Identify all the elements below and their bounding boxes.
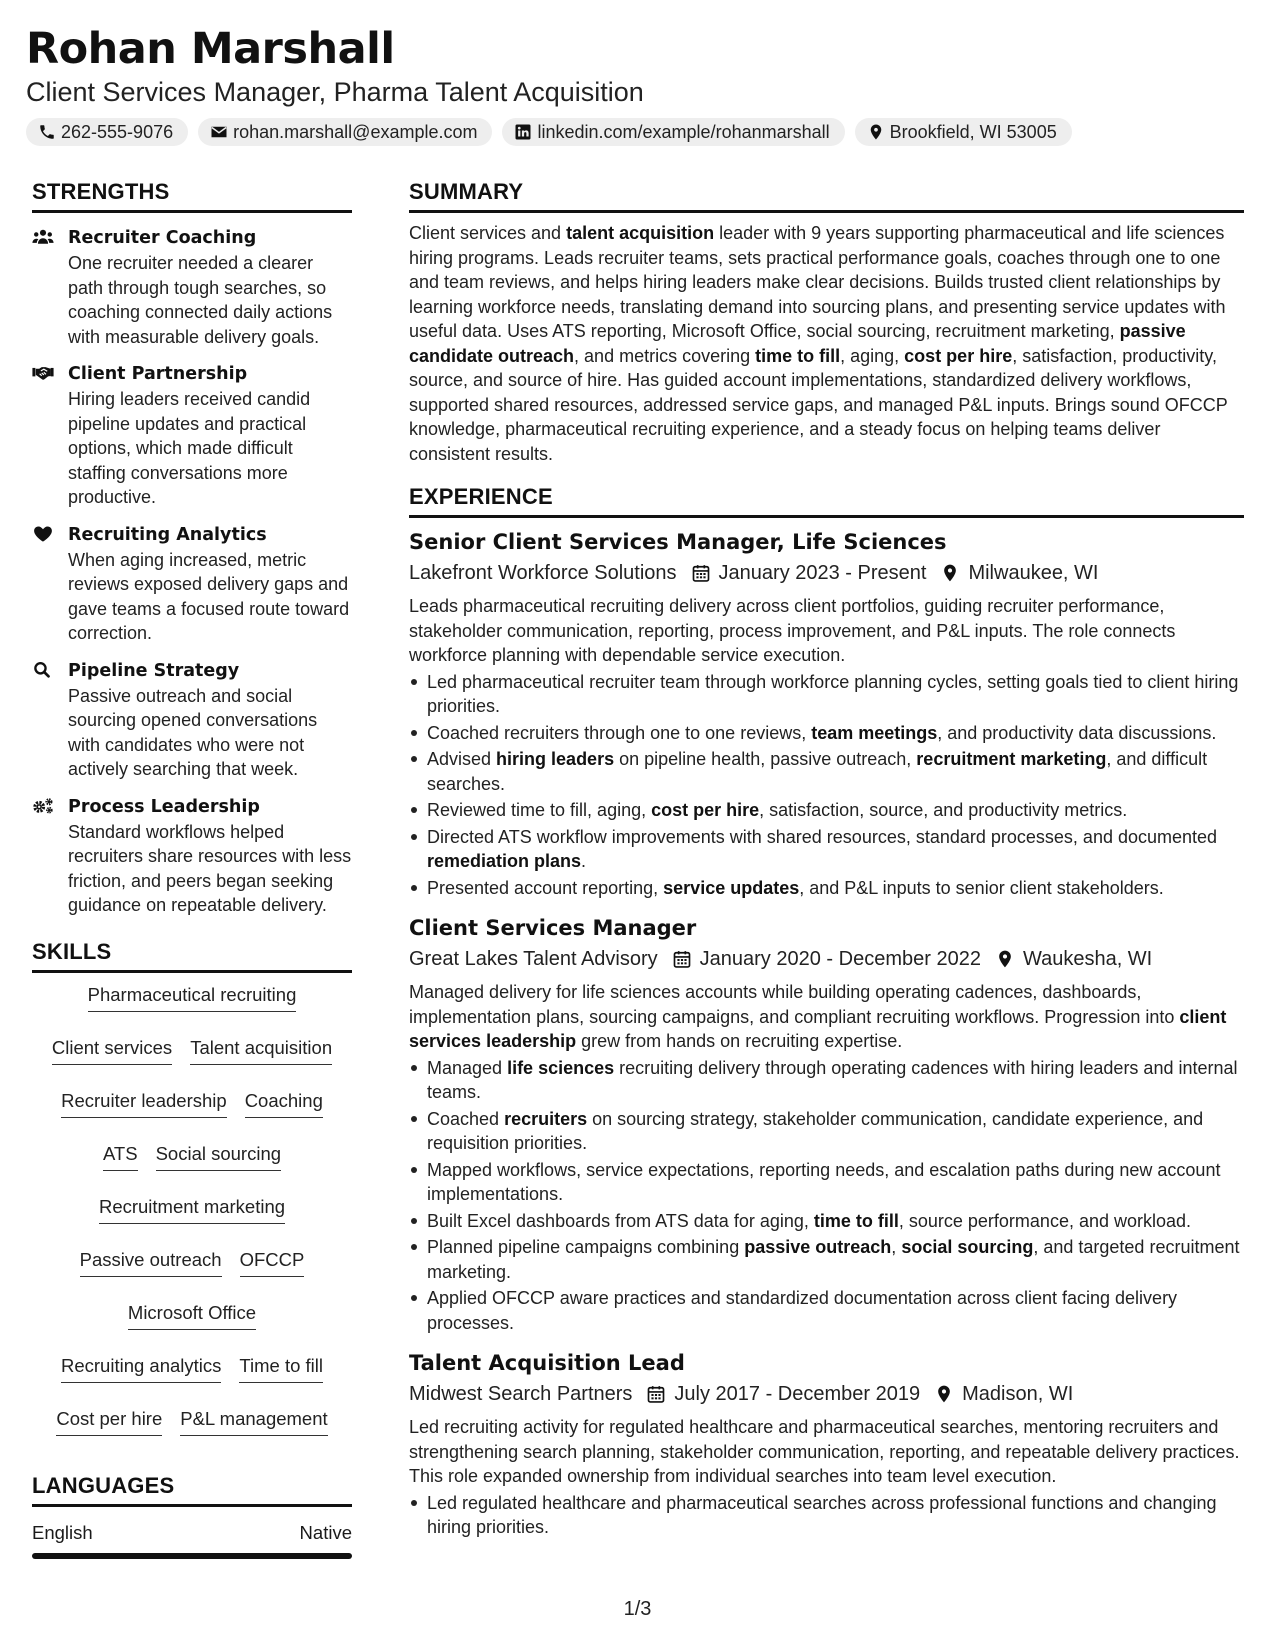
bold-keyword: cost per hire bbox=[651, 800, 760, 820]
strength-title: Pipeline Strategy bbox=[68, 660, 240, 681]
strength-item bbox=[32, 794, 352, 918]
search-icon bbox=[32, 661, 54, 679]
contact-location bbox=[855, 118, 1072, 146]
language-row bbox=[32, 1521, 352, 1545]
job-title: Senior Client Services Manager, Life Sciences bbox=[409, 530, 947, 554]
map-pin-icon bbox=[934, 1384, 954, 1404]
handshake-icon bbox=[32, 364, 54, 382]
linkedin-icon bbox=[514, 123, 532, 141]
bold-keyword: team meetings bbox=[811, 722, 938, 743]
job-bullet: Reviewed time to fill, aging, cost per hire, satisfaction, source, and productivity metrics. bbox=[409, 798, 1244, 823]
job-description: Leads pharmaceutical recruiting delivery across client portfolios, guiding recruiter performance, stakeholder communication, reporting, process improvement, and P&L inputs. The role connects workforce planning with dependable service execution. bbox=[409, 596, 1176, 665]
skills-title: SKILLS bbox=[32, 938, 352, 973]
job-entry bbox=[409, 1349, 1244, 1540]
strength-desc: Hiring leaders received candid pipeline updates and practical options, which made difficult staffing conversations more productive. bbox=[68, 389, 311, 507]
bold-keyword: remediation plans bbox=[427, 851, 582, 871]
language-level: Native bbox=[299, 1521, 352, 1543]
experience-title: EXPERIENCE bbox=[409, 483, 1244, 518]
resume-header bbox=[26, 22, 1246, 146]
skill-tag: Cost per hire bbox=[56, 1407, 162, 1436]
calendar-icon bbox=[646, 1384, 666, 1404]
job-bullet: Led pharmaceutical recruiter team through workforce planning cycles, setting goals tied to client hiring priorities. bbox=[409, 670, 1244, 719]
contact-location-text: Brookfield, WI 53005 bbox=[889, 121, 1057, 142]
left-column bbox=[32, 178, 352, 1559]
job-location: Milwaukee, WI bbox=[968, 562, 1099, 584]
map-pin-icon bbox=[995, 949, 1015, 969]
job-title: Talent Acquisition Lead bbox=[409, 1351, 685, 1375]
job-company: Lakefront Workforce Solutions bbox=[409, 562, 677, 584]
job-bullet: Planned pipeline campaigns combining passive outreach, social sourcing, and targeted recruitment marketing. bbox=[409, 1235, 1244, 1284]
skill-tag: Coaching bbox=[245, 1089, 323, 1118]
strength-title: Client Partnership bbox=[68, 364, 248, 384]
job-bullet: Advised hiring leaders on pipeline health, passive outreach, recruitment marketing, and difficult searches. bbox=[409, 747, 1244, 796]
language-level-bar bbox=[32, 1553, 352, 1559]
strength-title: Recruiter Coaching bbox=[68, 228, 257, 248]
bold-keyword: life sciences bbox=[507, 1057, 615, 1078]
bold-keyword: passive candidate outreach bbox=[409, 321, 1186, 366]
job-description: Led recruiting activity for regulated healthcare and pharmaceutical searches, mentoring recruiters and strengthening search planning, stakeholder communication, reporting, and repeatable delivery practices. This role expanded ownership from individual searches into team level execution. bbox=[409, 1417, 1240, 1486]
strength-item bbox=[32, 361, 352, 510]
strength-item bbox=[32, 658, 352, 782]
job-company: Midwest Search Partners bbox=[409, 1383, 633, 1405]
job-bullet: Managed life sciences recruiting delivery through operating cadences with hiring leaders and internal teams. bbox=[409, 1056, 1244, 1105]
job-bullet: Mapped workflows, service expectations, reporting needs, and escalation paths during new account implementations. bbox=[409, 1158, 1244, 1207]
phone-icon bbox=[38, 123, 56, 141]
contact-linkedin-text: linkedin.com/example/rohanmarshall bbox=[537, 121, 830, 142]
bold-keyword: time to fill bbox=[813, 1210, 899, 1231]
contact-email[interactable] bbox=[198, 118, 492, 146]
strength-title: Process Leadership bbox=[68, 796, 260, 817]
bold-keyword: time to fill bbox=[755, 345, 841, 366]
strength-item bbox=[32, 225, 352, 349]
job-bullet: Directed ATS workflow improvements with shared resources, standard processes, and documented remediation plans. bbox=[409, 825, 1244, 874]
skill-tag: P&L management bbox=[180, 1407, 327, 1436]
job-bullet: Applied OFCCP aware practices and standardized documentation across client facing delivery processes. bbox=[409, 1286, 1244, 1335]
skill-tag: Client services bbox=[52, 1036, 172, 1065]
contact-phone-text: 262-555-9076 bbox=[61, 121, 174, 142]
strength-desc: When aging increased, metric reviews exposed delivery gaps and gave teams a focused route toward correction. bbox=[68, 549, 350, 643]
map-pin-icon bbox=[940, 563, 960, 583]
skill-tag: Recruitment marketing bbox=[99, 1195, 285, 1224]
skill-tag: Recruiting analytics bbox=[61, 1354, 221, 1383]
skill-tag: Recruiter leadership bbox=[61, 1089, 227, 1118]
bold-keyword: recruiters bbox=[504, 1108, 588, 1129]
candidate-title: Client Services Manager, Pharma Talent Acquisition bbox=[26, 77, 644, 107]
language-name: English bbox=[32, 1521, 93, 1543]
map-pin-icon bbox=[867, 123, 885, 141]
strength-title: Recruiting Analytics bbox=[68, 524, 267, 545]
skill-tag: Passive outreach bbox=[80, 1248, 222, 1277]
skills-list bbox=[32, 983, 352, 1436]
bold-keyword: service updates bbox=[663, 877, 800, 898]
job-list bbox=[409, 528, 1244, 1540]
job-company: Great Lakes Talent Advisory bbox=[409, 948, 658, 970]
strengths-title: STRENGTHS bbox=[32, 178, 352, 213]
job-title: Client Services Manager bbox=[409, 916, 697, 940]
calendar-icon bbox=[672, 949, 692, 969]
candidate-name: Rohan Marshall bbox=[26, 24, 395, 74]
job-dates: July 2017 - December 2019 bbox=[674, 1383, 921, 1405]
job-meta bbox=[409, 558, 1244, 588]
strength-desc: Standard workflows helped recruiters share resources with less friction, and peers began seeking guidance on repeatable delivery. bbox=[68, 821, 352, 915]
heart-icon bbox=[32, 525, 54, 543]
strength-item bbox=[32, 522, 352, 646]
contact-phone[interactable] bbox=[26, 118, 188, 146]
languages-title: LANGUAGES bbox=[32, 1472, 352, 1507]
summary-section bbox=[409, 178, 1244, 466]
skill-tag: Social sourcing bbox=[156, 1142, 281, 1171]
skill-tag: ATS bbox=[103, 1142, 138, 1171]
job-meta bbox=[409, 1379, 1244, 1409]
contact-email-text: rohan.marshall@example.com bbox=[233, 121, 478, 142]
summary-text: Client services and talent acquisition leader with 9 years supporting pharmaceutical and life sciences hiring programs. Leads recruiter teams, sets practical performance goals, coaches through one to one and team reviews, and helps hiring leaders make clear decisions. Builds trusted client relationships by learning workforce needs, translating demand into sourcing plans, and presenting service updates with useful data. Uses ATS reporting, Microsoft Office, social sourcing, recruitment marketing, passive candidate outreach, and metrics covering time to fill, aging, cost per hire, satisfaction, productivity, source, and source of hire. Has guided account implementations, standardized delivery workflows, supported shared resources, addressed service gaps, and managed P&L inputs. Brings sound OFCCP knowledge, pharmaceutical recruiting experience, and a steady focus on helping teams deliver consistent results. bbox=[409, 223, 1228, 464]
job-description: Managed delivery for life sciences accounts while building operating cadences, dashboards, implementation plans, sourcing campaigns, and compliant recruiting workflows. Progression into client services leadership grew from hands on recruiting expertise. bbox=[409, 982, 1227, 1051]
skill-tag: Pharmaceutical recruiting bbox=[88, 983, 297, 1012]
bold-keyword: hiring leaders bbox=[496, 749, 615, 769]
right-column bbox=[409, 178, 1244, 1540]
bold-keyword: social sourcing bbox=[901, 1237, 1034, 1257]
job-bullet: Coached recruiters through one to one reviews, team meetings, and productivity data discussions. bbox=[409, 721, 1244, 746]
job-bullet: Built Excel dashboards from ATS data for aging, time to fill, source performance, and workload. bbox=[409, 1209, 1244, 1234]
job-dates: January 2023 - Present bbox=[718, 562, 927, 584]
calendar-icon bbox=[691, 563, 711, 583]
page-number: 1/3 bbox=[623, 1598, 652, 1620]
skill-tag: Talent acquisition bbox=[190, 1036, 332, 1065]
job-location: Waukesha, WI bbox=[1022, 948, 1153, 970]
bold-keyword: cost per hire bbox=[904, 345, 1013, 366]
strength-desc: One recruiter needed a clearer path through tough searches, so coaching connected daily actions with measurable delivery goals. bbox=[68, 253, 333, 347]
job-entry bbox=[409, 528, 1244, 900]
skill-tag: OFCCP bbox=[240, 1248, 305, 1277]
experience-section bbox=[409, 483, 1244, 1540]
job-bullets bbox=[409, 1056, 1244, 1336]
summary-title: SUMMARY bbox=[409, 178, 1244, 213]
users-icon bbox=[32, 228, 54, 246]
strength-desc: Passive outreach and social sourcing opened conversations with candidates who were not actively searching that week. bbox=[68, 685, 318, 779]
strengths-section bbox=[32, 178, 352, 918]
job-location: Madison, WI bbox=[962, 1383, 1074, 1405]
languages-section bbox=[32, 1472, 352, 1559]
bold-keyword: passive outreach bbox=[744, 1237, 892, 1257]
bold-keyword: talent acquisition bbox=[566, 223, 715, 243]
gears-icon bbox=[32, 797, 54, 815]
job-bullet: Presented account reporting, service updates, and P&L inputs to senior client stakeholders. bbox=[409, 876, 1244, 901]
job-bullet: Led regulated healthcare and pharmaceutical searches across professional functions and changing hiring priorities. bbox=[409, 1491, 1244, 1540]
job-bullets bbox=[409, 670, 1244, 901]
envelope-icon bbox=[210, 123, 228, 141]
contact-list bbox=[26, 118, 1246, 146]
job-entry bbox=[409, 914, 1244, 1335]
skill-tag: Microsoft Office bbox=[128, 1301, 256, 1330]
job-bullets bbox=[409, 1491, 1244, 1540]
job-meta bbox=[409, 944, 1244, 974]
bold-keyword: recruitment marketing bbox=[916, 749, 1107, 769]
bold-keyword: client services leadership bbox=[409, 1006, 1227, 1051]
skills-section bbox=[32, 938, 352, 1436]
contact-linkedin[interactable] bbox=[502, 118, 844, 146]
job-dates: January 2020 - December 2022 bbox=[699, 948, 981, 970]
skill-tag: Time to fill bbox=[239, 1354, 323, 1383]
job-bullet: Coached recruiters on sourcing strategy, stakeholder communication, candidate experience, and requisition priorities. bbox=[409, 1107, 1244, 1156]
